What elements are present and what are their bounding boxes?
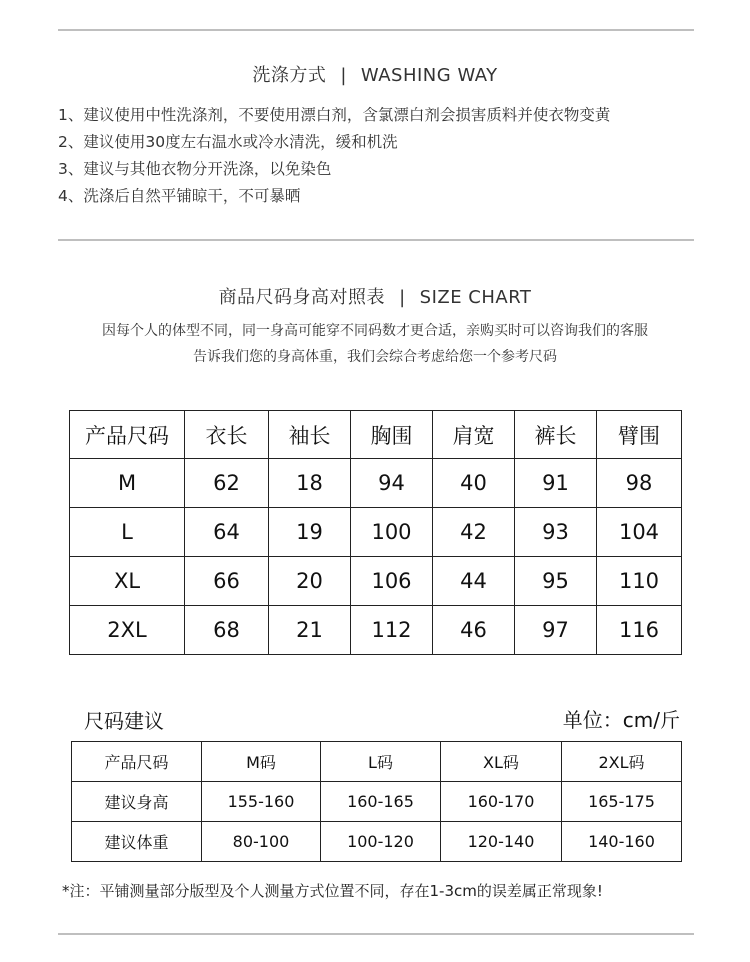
size-chart-header-cell: 胸围 <box>351 411 433 459</box>
size-chart-cell: 21 <box>269 606 351 655</box>
size-chart-header-cell: 袖长 <box>269 411 351 459</box>
measurement-note: *注：平铺测量部分版型及个人测量方式位置不同，存在1-3cm的误差属正常现象! <box>62 882 603 900</box>
size-chart-header-cell: 产品尺码 <box>70 411 185 459</box>
size-chart-title-cn: 商品尺码身高对照表 <box>218 287 386 308</box>
bottom-divider <box>58 933 694 935</box>
washing-title-cn: 洗涤方式 <box>252 65 327 86</box>
top-divider <box>58 29 694 31</box>
washing-heading <box>0 61 750 87</box>
recommendation-row-height <box>72 782 682 822</box>
size-chart-cell: 62 <box>185 459 269 508</box>
washing-instruction-item: 2、建议使用30度左右温水或冷水清洗，缓和机洗 <box>58 133 398 151</box>
size-chart-header-cell: 裤长 <box>515 411 597 459</box>
size-chart-cell: 91 <box>515 459 597 508</box>
recommendation-header-cell: XL码 <box>441 742 562 782</box>
washing-instruction-item: 3、建议与其他衣物分开洗涤，以免染色 <box>58 160 332 178</box>
size-chart-intro <box>0 318 750 370</box>
size-chart-row <box>70 459 682 508</box>
size-chart-cell: 18 <box>269 459 351 508</box>
size-chart-header-cell: 衣长 <box>185 411 269 459</box>
recommendation-cell: 80-100 <box>202 822 321 862</box>
size-chart-cell: 46 <box>433 606 515 655</box>
recommendation-cell: 165-175 <box>562 782 682 822</box>
size-chart-intro-line2: 告诉我们您的身高体重，我们会综合考虑给您一个参考尺码 <box>193 349 557 365</box>
recommendation-cell: 建议体重 <box>72 822 202 862</box>
size-chart-cell: 19 <box>269 508 351 557</box>
size-chart-cell: 110 <box>597 557 682 606</box>
size-chart-cell: 100 <box>351 508 433 557</box>
recommendation-cell: 160-170 <box>441 782 562 822</box>
size-recommendation-table <box>71 741 682 862</box>
size-chart-cell: 40 <box>433 459 515 508</box>
size-chart-cell: 116 <box>597 606 682 655</box>
size-chart-cell: 2XL <box>70 606 185 655</box>
size-chart-cell: 94 <box>351 459 433 508</box>
washing-instruction-item: 4、洗涤后自然平铺晾干，不可暴晒 <box>58 187 301 205</box>
recommendation-header-cell: 2XL码 <box>562 742 682 782</box>
size-chart-cell: 97 <box>515 606 597 655</box>
size-chart-title-separator: | <box>399 287 406 308</box>
size-chart-cell: XL <box>70 557 185 606</box>
size-chart-cell: 104 <box>597 508 682 557</box>
recommendation-header-cell: 产品尺码 <box>72 742 202 782</box>
size-chart-cell: 44 <box>433 557 515 606</box>
size-chart-cell: 93 <box>515 508 597 557</box>
size-chart-cell: 42 <box>433 508 515 557</box>
size-chart-title-en: SIZE CHART <box>419 287 532 308</box>
recommendation-cell: 155-160 <box>202 782 321 822</box>
recommendation-header-cell: M码 <box>202 742 321 782</box>
size-chart-cell: 64 <box>185 508 269 557</box>
size-chart-cell: 68 <box>185 606 269 655</box>
washing-instructions-list <box>58 102 610 210</box>
unit-label: 单位：cm/斤 <box>562 708 680 732</box>
recommendation-header-row <box>72 742 682 782</box>
size-chart-header-cell: 臂围 <box>597 411 682 459</box>
middle-divider <box>58 239 694 241</box>
size-chart-cell: 20 <box>269 557 351 606</box>
size-chart-cell: M <box>70 459 185 508</box>
size-chart-row <box>70 606 682 655</box>
size-chart-heading <box>0 283 750 309</box>
size-chart-header-row <box>70 411 682 459</box>
recommendation-cell: 140-160 <box>562 822 682 862</box>
size-chart-row <box>70 508 682 557</box>
size-chart-cell: 106 <box>351 557 433 606</box>
size-chart-cell: 112 <box>351 606 433 655</box>
size-chart-cell: 98 <box>597 459 682 508</box>
size-chart-cell: L <box>70 508 185 557</box>
size-chart-intro-line1: 因每个人的体型不同，同一身高可能穿不同码数才更合适，亲购买时可以咨询我们的客服 <box>102 323 648 339</box>
recommendation-cell: 160-165 <box>321 782 441 822</box>
size-recommendation-title: 尺码建议 <box>84 709 164 733</box>
washing-instruction-item: 1、建议使用中性洗涤剂，不要使用漂白剂，含氯漂白剂会损害质料并使衣物变黄 <box>58 106 611 124</box>
size-chart-cell: 66 <box>185 557 269 606</box>
size-chart-header-cell: 肩宽 <box>433 411 515 459</box>
recommendation-header-cell: L码 <box>321 742 441 782</box>
recommendation-cell: 建议身高 <box>72 782 202 822</box>
size-chart-row <box>70 557 682 606</box>
size-chart-table <box>69 410 682 655</box>
recommendation-row-weight <box>72 822 682 862</box>
recommendation-cell: 100-120 <box>321 822 441 862</box>
washing-title-separator: | <box>340 65 347 86</box>
size-chart-cell: 95 <box>515 557 597 606</box>
washing-title-en: WASHING WAY <box>360 65 498 86</box>
recommendation-cell: 120-140 <box>441 822 562 862</box>
